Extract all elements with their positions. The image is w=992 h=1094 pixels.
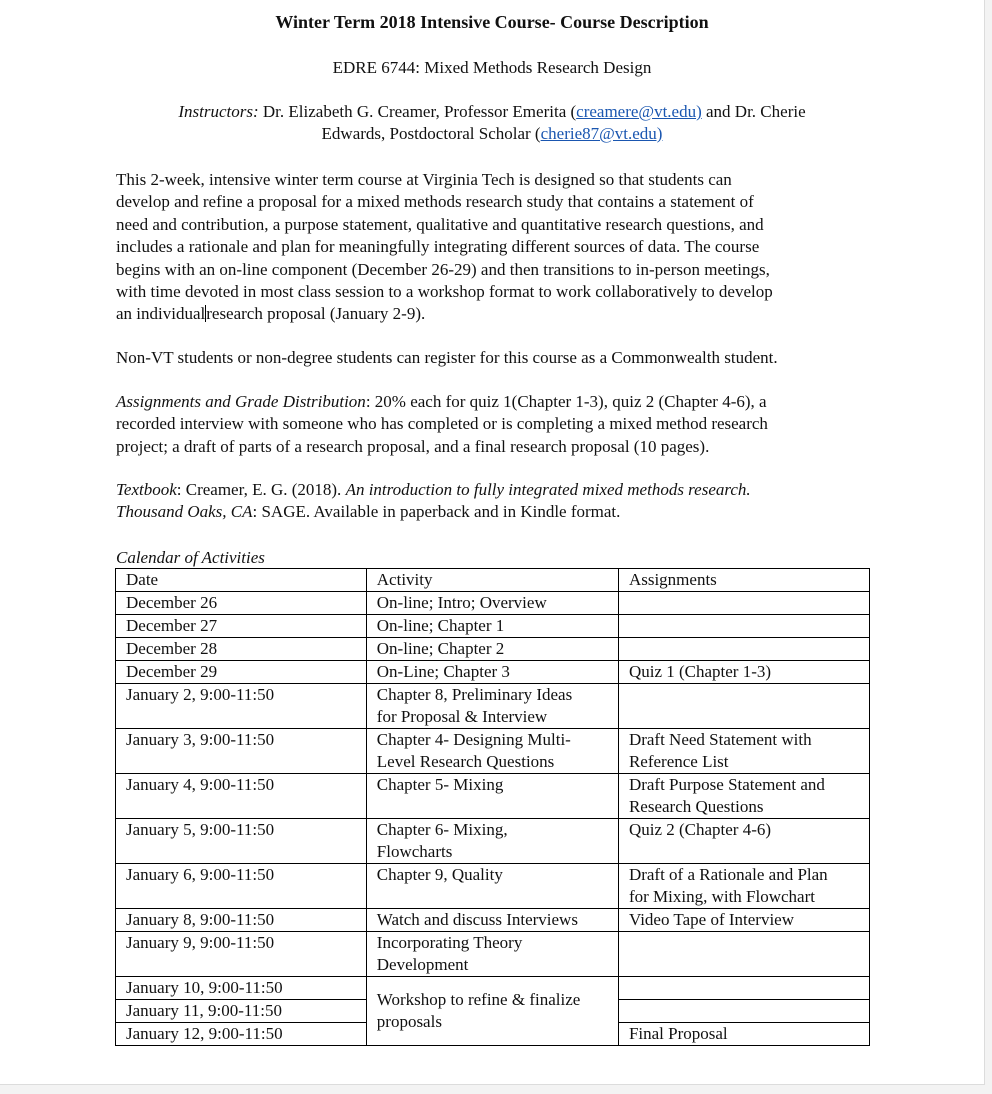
description-line: develop and refine a proposal for a mixed methods research study that contains a statement of [116,192,754,212]
calendar-caption: Calendar of Activities [116,548,265,567]
cell-line: Chapter 9, Quality [376,865,503,884]
calendar-table [115,568,870,1046]
cell-line: Flowcharts [376,842,453,861]
activity-cell: On-line; Chapter 2 [366,638,618,661]
assignment-cell [618,774,869,819]
cell-line: Chapter 8, Preliminary Ideas [376,685,573,704]
cell-line: Level Research Questions [376,752,555,771]
date-cell: January 11, 9:00-11:50 [116,1000,367,1023]
cell-line: January 9, 9:00-11:50 [126,933,275,952]
date-cell: January 8, 9:00-11:50 [116,909,367,932]
date-cell: January 12, 9:00-11:50 [116,1023,367,1046]
assignment-cell: Quiz 1 (Chapter 1-3) [618,661,869,684]
cell-line: Chapter 4- Designing Multi- [376,730,571,749]
date-cell [116,729,367,774]
assignment-cell [618,977,869,1000]
cell-line [629,954,859,976]
instructors-text-2: and Dr. Cherie [701,102,806,121]
assignment-cell: Final Proposal [618,1023,869,1046]
column-header-activity: Activity [366,569,618,592]
cell-line: January 2, 9:00-11:50 [126,685,275,704]
textbook-line [116,501,871,523]
activity-cell [366,864,618,909]
table-row [116,909,870,932]
date-cell [116,774,367,819]
table-row [116,592,870,615]
table-header-row [116,569,870,592]
cell-line: for Proposal & Interview [376,707,548,726]
cell-line [629,841,859,863]
cell-line [126,751,356,773]
cell-line: Quiz 2 (Chapter 4-6) [628,820,772,839]
assignments-line: project; a draft of parts of a research proposal, and a final research proposal (10 pages). [116,436,710,456]
activity-cell: On-line; Intro; Overview [366,592,618,615]
activity-cell: On-line; Chapter 1 [366,615,618,638]
textbook-block [116,479,871,524]
date-cell: December 27 [116,615,367,638]
cell-line: Chapter 6- Mixing, [376,820,508,839]
course-description [116,169,871,326]
cell-line: Chapter 5- Mixing [376,775,504,794]
registration-note: Non-VT students or non-degree students can register for this course as a Commonwealth student. [116,348,778,367]
table-row [116,977,870,1000]
activity-cell [366,774,618,819]
activity-cell [366,729,618,774]
date-cell [116,864,367,909]
cell-line: Draft of a Rationale and Plan [628,865,828,884]
cell-line: Research Questions [628,797,764,816]
assignment-cell [618,932,869,977]
textbook-line [116,479,871,501]
assignment-cell [618,864,869,909]
date-cell [116,684,367,729]
description-line: need and contribution, a purpose statement, qualitative and quantitative research questions, and [116,214,764,234]
table-row [116,638,870,661]
cell-line: January 6, 9:00-11:50 [126,865,275,884]
instructors-text-3: Edwards, Postdoctoral Scholar ( [321,124,541,143]
table-row [116,661,870,684]
assignments-line [116,391,871,413]
course-name: EDRE 6744: Mixed Methods Research Design [332,58,652,77]
date-cell [116,932,367,977]
assignments-block [116,391,871,458]
cell-line: Draft Need Statement with [628,730,812,749]
cell-line: January 3, 9:00-11:50 [126,730,275,749]
document-title: Winter Term 2018 Intensive Course- Course Description [275,12,709,32]
instructors-text: Dr. Elizabeth G. Creamer, Professor Emerita ( [258,102,577,121]
assignment-cell [618,819,869,864]
description-line [116,303,871,325]
description-line: This 2-week, intensive winter term course at Virginia Tech is designed so that students can [116,170,732,189]
cell-line [126,706,356,728]
cell-line: Reference List [628,752,729,771]
table-row [116,774,870,819]
textbook-text-2: : SAGE. Available in paperback and in Kindle format. [252,502,621,522]
description-text: research proposal (January 2-9). [206,304,426,324]
activity-cell [366,819,618,864]
table-row [116,615,870,638]
activity-cell [366,684,618,729]
assignment-cell [618,1000,869,1023]
textbook-label: Textbook [116,480,177,499]
assignments-text: : 20% each for quiz 1(Chapter 1-3), quiz 2 (Chapter 4-6), a [365,392,767,411]
cell-line: Incorporating Theory [376,933,523,952]
date-cell: January 10, 9:00-11:50 [116,977,367,1000]
textbook-text: : Creamer, E. G. (2018). [176,480,346,499]
assignment-cell [618,684,869,729]
cell-line [126,841,356,863]
cell-line [629,706,859,728]
assignment-cell [618,729,869,774]
activity-cell-merged [366,977,618,1046]
assignment-cell [618,638,869,661]
cell-line [629,684,859,706]
cell-line [126,796,356,818]
textbook-title: An introduction to fully integrated mixed methods research. [345,480,751,499]
email-link-cherie[interactable]: cherie87@vt.edu) [540,124,663,143]
cell-line: Workshop to refine & finalize [376,990,581,1009]
description-line: begins with an on-line component (December 26-29) and then transitions to in-person meetings, [116,259,770,279]
table-row [116,819,870,864]
activity-cell: Watch and discuss Interviews [366,909,618,932]
assignment-cell: Video Tape of Interview [618,909,869,932]
assignment-cell [618,615,869,638]
cell-line: January 4, 9:00-11:50 [126,775,275,794]
date-cell: December 28 [116,638,367,661]
description-line: with time devoted in most class session to a workshop format to work collaboratively to develop [116,282,773,302]
table-row [116,932,870,977]
column-header-assignments: Assignments [618,569,869,592]
cell-line: January 5, 9:00-11:50 [126,820,275,839]
cell-line [126,954,356,976]
assignment-cell [618,592,869,615]
description-line: includes a rationale and plan for meaningfully integrating different sources of data. The course [116,237,760,257]
cell-line [629,932,859,954]
instructors-block [0,101,984,145]
table-row [116,684,870,729]
date-cell: December 29 [116,661,367,684]
table-row [116,864,870,909]
table-row [116,729,870,774]
email-link-creamere[interactable]: creamere@vt.edu) [576,102,702,121]
cell-line [377,796,608,818]
cell-line: for Mixing, with Flowchart [628,887,815,906]
activity-cell: On-Line; Chapter 3 [366,661,618,684]
instructors-label: Instructors: [178,102,259,121]
date-cell [116,819,367,864]
cell-line [377,886,608,908]
date-cell: December 26 [116,592,367,615]
description-text: an individual [116,304,206,324]
cell-line: Draft Purpose Statement and [628,775,825,794]
cell-line: Development [376,955,469,974]
cell-line: proposals [376,1012,442,1031]
activity-cell [366,932,618,977]
cell-line [126,886,356,908]
column-header-date: Date [116,569,367,592]
assignments-line: recorded interview with someone who has completed or is completing a mixed method research [116,414,768,434]
textbook-place: Thousand Oaks, CA [116,502,253,522]
assignments-label: Assignments and Grade Distribution [116,392,366,411]
